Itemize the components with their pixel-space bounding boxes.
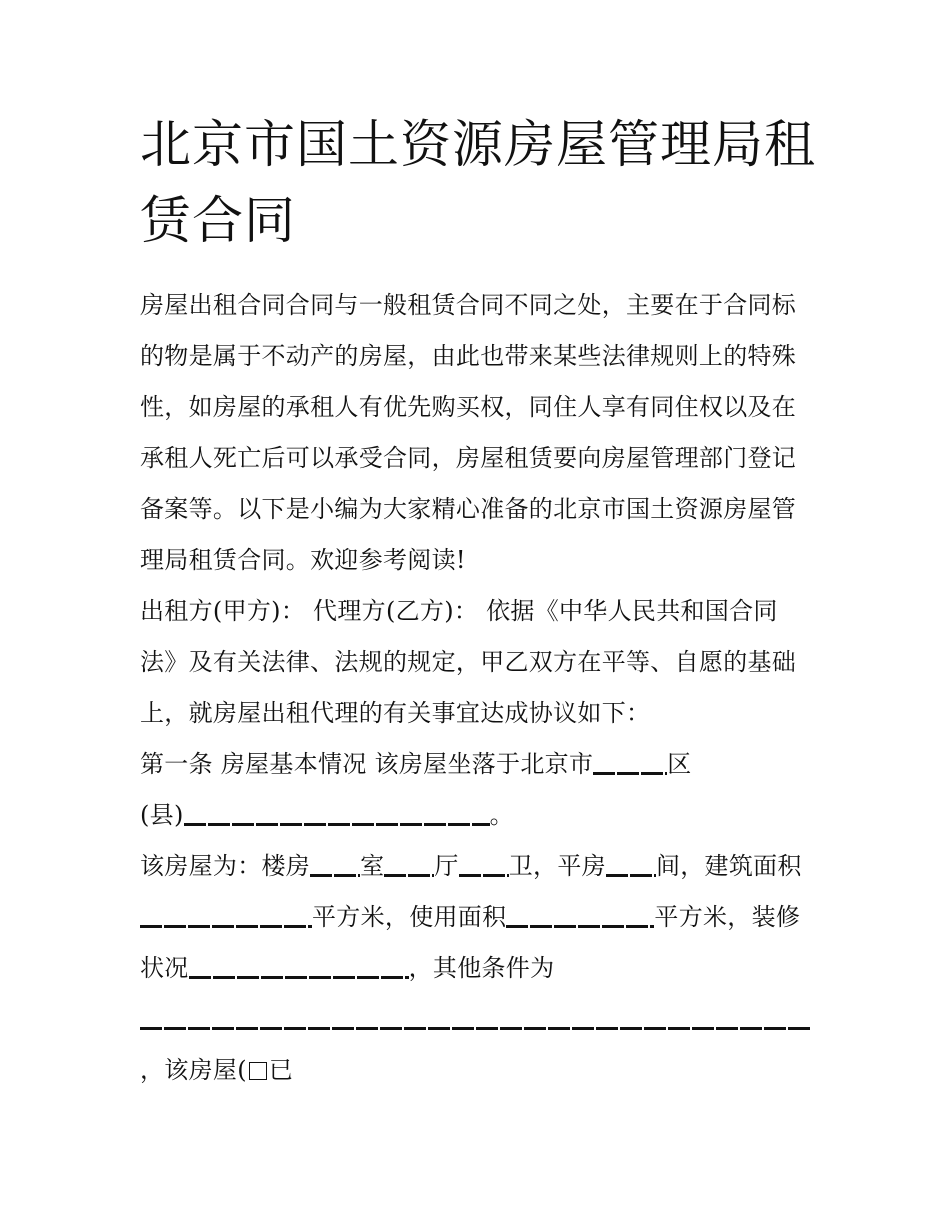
decoration-label: 状况 <box>140 954 189 982</box>
article-1-location <box>140 739 812 790</box>
title-line-2: 赁合同 <box>140 192 297 251</box>
bath-label: 卫，平房 <box>508 852 606 880</box>
tail-suffix: 已 <box>268 1056 294 1084</box>
county-label: (县) <box>140 801 184 829</box>
other-conditions-label: ，其他条件为 <box>408 954 555 982</box>
blank-room[interactable] <box>310 856 360 880</box>
hall-label: 厅 <box>434 852 459 880</box>
intro-line: 的物是属于不动产的房屋，由此也带来某些法律规则上的特殊 <box>140 342 797 370</box>
intro-line: 性，如房屋的承租人有优先购买权，同住人享有同住权以及在 <box>140 393 797 421</box>
blank-decoration[interactable] <box>189 958 409 982</box>
blank-district[interactable] <box>593 754 667 778</box>
parties-line: 出租方(甲方)： 代理方(乙方)： 依据《中华人民共和国合同 <box>140 597 778 625</box>
period: 。 <box>489 801 514 829</box>
intro-line: 房屋出租合同合同与一般租赁合同不同之处，主要在于合同标 <box>140 291 797 319</box>
parties-line: 法》及有关法律、法规的规定，甲乙双方在平等、自愿的基础 <box>140 648 797 676</box>
room-label: 室 <box>360 852 385 880</box>
sqm1-label: 平方米，使用面积 <box>312 903 507 931</box>
blank-building-area[interactable] <box>140 907 312 931</box>
type-prefix: 该房屋为：楼房 <box>140 852 311 880</box>
article-1-other-blank <box>140 994 812 1045</box>
blank-usable-area[interactable] <box>506 907 654 931</box>
article-1-type <box>140 841 812 892</box>
title-line-1: 北京市国土资源房屋管理局租 <box>140 116 817 175</box>
article-1-area <box>140 892 812 943</box>
jian-label: 间，建筑面积 <box>655 852 802 880</box>
blank-bungalow[interactable] <box>606 856 656 880</box>
blank-other-conditions[interactable] <box>140 1009 810 1033</box>
intro-line: 备案等。以下是小编为大家精心准备的北京市国土资源房屋管 <box>140 495 797 523</box>
sqm2-label: 平方米，装修 <box>654 903 801 931</box>
document-title <box>140 108 820 260</box>
document-body <box>140 280 812 1096</box>
blank-hall[interactable] <box>384 856 434 880</box>
district-label: 区 <box>667 750 692 778</box>
checkbox[interactable] <box>249 1062 267 1080</box>
article-1-county <box>140 790 812 841</box>
blank-address[interactable] <box>184 805 490 829</box>
intro-line: 理局租赁合同。欢迎参考阅读! <box>140 546 466 574</box>
intro-line: 承租人死亡后可以承受合同，房屋租赁要向房屋管理部门登记 <box>140 444 797 472</box>
parties-line: 上，就房屋出租代理的有关事宜达成协议如下： <box>140 699 651 727</box>
blank-bath[interactable] <box>459 856 509 880</box>
article-1-decoration <box>140 943 812 994</box>
article-1-tail <box>140 1045 812 1096</box>
tail-prefix: ，该房屋( <box>140 1056 247 1084</box>
article-1-heading: 第一条 房屋基本情况 该房屋坐落于北京市 <box>140 750 594 778</box>
